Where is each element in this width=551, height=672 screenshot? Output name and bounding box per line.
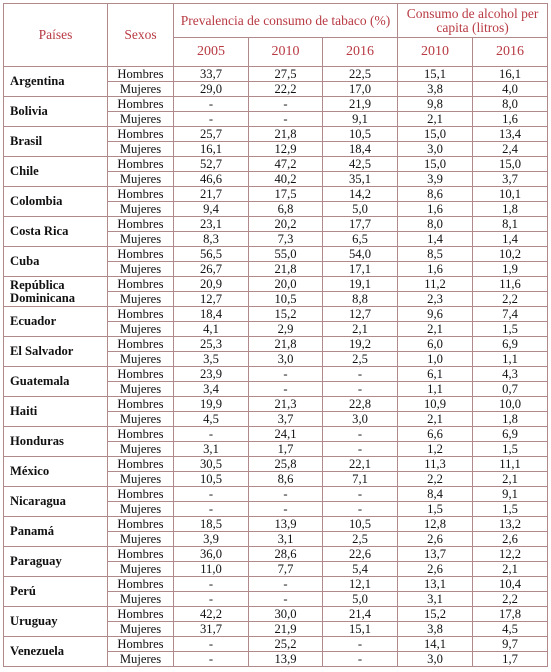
alcohol-value-cell: 15,0 (398, 127, 473, 142)
tobacco-value-cell: 21,7 (174, 187, 249, 202)
alcohol-value-cell: 3,7 (473, 172, 548, 187)
tobacco-value-cell: 27,5 (249, 67, 323, 82)
country-name: Haiti (4, 397, 108, 427)
alcohol-value-cell: 11,1 (473, 457, 548, 472)
tobacco-value-cell: - (249, 112, 323, 127)
country-name: Nicaragua (4, 487, 108, 517)
alcohol-value-cell: 8,5 (398, 247, 473, 262)
country-name: Bolivia (4, 97, 108, 127)
table-body (4, 67, 548, 667)
sex-label: Hombres (108, 547, 174, 562)
alcohol-value-cell: 8,6 (398, 187, 473, 202)
alcohol-value-cell: 8,4 (398, 487, 473, 502)
table-row (4, 607, 548, 622)
alcohol-value-cell: 2,6 (398, 532, 473, 547)
tobacco-value-cell: - (323, 502, 398, 517)
tobacco-value-cell: 22,8 (323, 397, 398, 412)
tobacco-value-cell: 22,6 (323, 547, 398, 562)
alcohol-value-cell: 1,5 (473, 442, 548, 457)
table-row (4, 397, 548, 412)
tobacco-value-cell: - (174, 112, 249, 127)
sex-label: Mujeres (108, 382, 174, 397)
alcohol-value-cell: 3,0 (398, 142, 473, 157)
table-row (4, 517, 548, 532)
alcohol-value-cell: 15,1 (398, 67, 473, 82)
country-name: Honduras (4, 427, 108, 457)
tobacco-value-cell: 21,9 (249, 622, 323, 637)
tobacco-value-cell: 47,2 (249, 157, 323, 172)
table-row (4, 337, 548, 352)
alcohol-value-cell: 1,2 (398, 442, 473, 457)
sex-label: Hombres (108, 367, 174, 382)
tobacco-value-cell: 21,8 (249, 337, 323, 352)
tobacco-value-cell: 40,2 (249, 172, 323, 187)
tobacco-value-cell: 7,7 (249, 562, 323, 577)
table-row (4, 127, 548, 142)
sex-label: Mujeres (108, 142, 174, 157)
tobacco-value-cell: 8,6 (249, 472, 323, 487)
sex-label: Mujeres (108, 412, 174, 427)
tobacco-value-cell: 5,4 (323, 562, 398, 577)
tobacco-value-cell: 28,6 (249, 547, 323, 562)
tobacco-value-cell: 13,9 (249, 517, 323, 532)
tobacco-value-cell: - (323, 382, 398, 397)
tobacco-value-cell: 18,5 (174, 517, 249, 532)
tobacco-value-cell: 12,7 (323, 307, 398, 322)
tobacco-value-cell: - (174, 427, 249, 442)
tobacco-value-cell: - (323, 442, 398, 457)
tobacco-value-cell: 20,2 (249, 217, 323, 232)
tobacco-value-cell: 7,1 (323, 472, 398, 487)
tobacco-value-cell: 18,4 (174, 307, 249, 322)
sex-label: Mujeres (108, 322, 174, 337)
tobacco-value-cell: 26,7 (174, 262, 249, 277)
table-row (4, 577, 548, 592)
tobacco-value-cell: - (174, 487, 249, 502)
sex-label: Mujeres (108, 352, 174, 367)
tobacco-value-cell: 9,1 (323, 112, 398, 127)
alcohol-value-cell: 13,7 (398, 547, 473, 562)
tobacco-value-cell: - (174, 577, 249, 592)
alcohol-value-cell: 4,0 (473, 82, 548, 97)
tobacco-value-cell: 3,0 (249, 352, 323, 367)
alcohol-value-cell: 9,6 (398, 307, 473, 322)
alcohol-value-cell: 11,2 (398, 277, 473, 292)
table-row (4, 637, 548, 652)
tobacco-value-cell: 6,5 (323, 232, 398, 247)
table-row (4, 67, 548, 82)
country-name: República Dominicana (4, 277, 108, 307)
header-sex: Sexos (108, 4, 174, 67)
alcohol-value-cell: 11,6 (473, 277, 548, 292)
alcohol-value-cell: 7,4 (473, 307, 548, 322)
tobacco-value-cell: 52,7 (174, 157, 249, 172)
country-name: Colombia (4, 187, 108, 217)
alcohol-value-cell: 3,0 (398, 652, 473, 667)
tobacco-value-cell: 2,9 (249, 322, 323, 337)
sex-label: Mujeres (108, 262, 174, 277)
country-name: México (4, 457, 108, 487)
tobacco-value-cell: 31,7 (174, 622, 249, 637)
tobacco-value-cell: 4,1 (174, 322, 249, 337)
tobacco-value-cell: 54,0 (323, 247, 398, 262)
country-name: Costa Rica (4, 217, 108, 247)
tobacco-value-cell: 24,1 (249, 427, 323, 442)
table-row (4, 547, 548, 562)
alcohol-value-cell: 13,2 (473, 517, 548, 532)
tobacco-value-cell: 30,0 (249, 607, 323, 622)
tobacco-value-cell: 18,4 (323, 142, 398, 157)
tobacco-value-cell: 8,3 (174, 232, 249, 247)
country-name: Chile (4, 157, 108, 187)
tobacco-value-cell: 42,5 (323, 157, 398, 172)
tobacco-value-cell: 33,7 (174, 67, 249, 82)
tobacco-value-cell: 8,8 (323, 292, 398, 307)
alcohol-value-cell: 1,1 (473, 352, 548, 367)
alcohol-value-cell: 15,0 (398, 157, 473, 172)
tobacco-value-cell: - (174, 592, 249, 607)
country-name: Ecuador (4, 307, 108, 337)
alcohol-value-cell: 2,1 (473, 472, 548, 487)
sex-label: Mujeres (108, 502, 174, 517)
alcohol-value-cell: 6,1 (398, 367, 473, 382)
country-name: Guatemala (4, 367, 108, 397)
tobacco-value-cell: - (323, 487, 398, 502)
tobacco-value-cell: 17,0 (323, 82, 398, 97)
sex-label: Hombres (108, 217, 174, 232)
alcohol-value-cell: 3,1 (398, 592, 473, 607)
sex-label: Hombres (108, 427, 174, 442)
alcohol-value-cell: 2,2 (473, 592, 548, 607)
tobacco-value-cell: 20,9 (174, 277, 249, 292)
tobacco-value-cell: 19,2 (323, 337, 398, 352)
table-row (4, 247, 548, 262)
alcohol-value-cell: 12,2 (473, 547, 548, 562)
alcohol-value-cell: 10,2 (473, 247, 548, 262)
header-alcohol-year: 2010 (398, 38, 473, 67)
alcohol-value-cell: 9,1 (473, 487, 548, 502)
sex-label: Hombres (108, 577, 174, 592)
alcohol-value-cell: 1,4 (473, 232, 548, 247)
alcohol-value-cell: 10,1 (473, 187, 548, 202)
tobacco-value-cell: 56,5 (174, 247, 249, 262)
table-row (4, 457, 548, 472)
header-tobacco-year: 2016 (323, 38, 398, 67)
tobacco-value-cell: 25,7 (174, 127, 249, 142)
alcohol-value-cell: 6,9 (473, 337, 548, 352)
tobacco-value-cell: 4,5 (174, 412, 249, 427)
alcohol-value-cell: 2,2 (398, 472, 473, 487)
sex-label: Mujeres (108, 112, 174, 127)
sex-label: Hombres (108, 637, 174, 652)
alcohol-value-cell: 10,0 (473, 397, 548, 412)
tobacco-value-cell: 22,5 (323, 67, 398, 82)
sex-label: Mujeres (108, 652, 174, 667)
table-row (4, 187, 548, 202)
country-name: Venezuela (4, 637, 108, 667)
table-row (4, 367, 548, 382)
tobacco-value-cell: 20,0 (249, 277, 323, 292)
header-tobacco-year: 2005 (174, 38, 249, 67)
tobacco-value-cell: 10,5 (323, 517, 398, 532)
sex-label: Mujeres (108, 202, 174, 217)
country-name: Argentina (4, 67, 108, 97)
tobacco-value-cell: 46,6 (174, 172, 249, 187)
tobacco-value-cell: 15,1 (323, 622, 398, 637)
data-table (3, 3, 548, 667)
alcohol-value-cell: 1,7 (473, 652, 548, 667)
tobacco-value-cell: - (249, 382, 323, 397)
tobacco-value-cell: 22,1 (323, 457, 398, 472)
alcohol-value-cell: 15,0 (473, 157, 548, 172)
tobacco-value-cell: - (323, 652, 398, 667)
alcohol-value-cell: 1,4 (398, 232, 473, 247)
tobacco-value-cell: 55,0 (249, 247, 323, 262)
sex-label: Hombres (108, 457, 174, 472)
tobacco-value-cell: 6,8 (249, 202, 323, 217)
sex-label: Mujeres (108, 622, 174, 637)
sex-label: Hombres (108, 607, 174, 622)
alcohol-value-cell: 2,2 (473, 292, 548, 307)
alcohol-value-cell: 2,4 (473, 142, 548, 157)
alcohol-value-cell: 11,3 (398, 457, 473, 472)
tobacco-value-cell: - (249, 367, 323, 382)
alcohol-value-cell: 1,6 (398, 202, 473, 217)
alcohol-value-cell: 2,1 (398, 412, 473, 427)
tobacco-value-cell: 42,2 (174, 607, 249, 622)
alcohol-value-cell: 1,8 (473, 412, 548, 427)
alcohol-value-cell: 4,3 (473, 367, 548, 382)
tobacco-value-cell: 25,8 (249, 457, 323, 472)
tobacco-value-cell: 2,5 (323, 352, 398, 367)
alcohol-value-cell: 17,8 (473, 607, 548, 622)
tobacco-value-cell: 3,4 (174, 382, 249, 397)
table-row (4, 157, 548, 172)
tobacco-value-cell: 35,1 (323, 172, 398, 187)
alcohol-value-cell: 0,7 (473, 382, 548, 397)
sex-label: Mujeres (108, 292, 174, 307)
tobacco-value-cell: 30,5 (174, 457, 249, 472)
tobacco-value-cell: 25,2 (249, 637, 323, 652)
tobacco-value-cell: 21,8 (249, 127, 323, 142)
tobacco-value-cell: 13,9 (249, 652, 323, 667)
header-country: Países (4, 4, 108, 67)
sex-label: Hombres (108, 67, 174, 82)
alcohol-value-cell: 1,5 (473, 322, 548, 337)
tobacco-value-cell: 2,5 (323, 532, 398, 547)
alcohol-value-cell: 4,5 (473, 622, 548, 637)
tobacco-value-cell: 19,1 (323, 277, 398, 292)
tobacco-value-cell: 3,5 (174, 352, 249, 367)
alcohol-value-cell: 2,1 (398, 112, 473, 127)
alcohol-value-cell: 10,9 (398, 397, 473, 412)
tobacco-value-cell: - (323, 427, 398, 442)
tobacco-value-cell: 1,7 (249, 442, 323, 457)
table-row (4, 307, 548, 322)
header-alcohol-year: 2016 (473, 38, 548, 67)
country-name: Perú (4, 577, 108, 607)
sex-label: Mujeres (108, 562, 174, 577)
tobacco-value-cell: - (323, 637, 398, 652)
tobacco-value-cell: 10,5 (249, 292, 323, 307)
tobacco-value-cell: 17,7 (323, 217, 398, 232)
tobacco-value-cell: 3,9 (174, 532, 249, 547)
alcohol-value-cell: 9,8 (398, 97, 473, 112)
table-row (4, 97, 548, 112)
tobacco-value-cell: 23,1 (174, 217, 249, 232)
tobacco-value-cell: - (249, 592, 323, 607)
tobacco-value-cell: 10,5 (323, 127, 398, 142)
sex-label: Mujeres (108, 472, 174, 487)
country-name: Panamá (4, 517, 108, 547)
tobacco-value-cell: 3,7 (249, 412, 323, 427)
header-alcohol-group: Consumo de alcohol per capita (litros) (398, 4, 548, 38)
tobacco-value-cell: - (323, 367, 398, 382)
sex-label: Mujeres (108, 532, 174, 547)
alcohol-value-cell: 2,6 (473, 532, 548, 547)
country-name: Uruguay (4, 607, 108, 637)
tobacco-value-cell: 23,9 (174, 367, 249, 382)
sex-label: Hombres (108, 307, 174, 322)
alcohol-value-cell: 1,5 (398, 502, 473, 517)
alcohol-value-cell: 8,1 (473, 217, 548, 232)
tobacco-value-cell: 36,0 (174, 547, 249, 562)
table-row (4, 427, 548, 442)
tobacco-value-cell: 7,3 (249, 232, 323, 247)
sex-label: Hombres (108, 157, 174, 172)
table-row (4, 277, 548, 292)
sex-label: Mujeres (108, 592, 174, 607)
table-row (4, 487, 548, 502)
alcohol-value-cell: 1,0 (398, 352, 473, 367)
tobacco-value-cell: 3,1 (174, 442, 249, 457)
tobacco-value-cell: - (174, 637, 249, 652)
alcohol-value-cell: 1,1 (398, 382, 473, 397)
sex-label: Hombres (108, 337, 174, 352)
alcohol-value-cell: 1,5 (473, 502, 548, 517)
alcohol-value-cell: 12,8 (398, 517, 473, 532)
alcohol-value-cell: 6,0 (398, 337, 473, 352)
alcohol-value-cell: 13,1 (398, 577, 473, 592)
tobacco-value-cell: 21,8 (249, 262, 323, 277)
sex-label: Hombres (108, 247, 174, 262)
tobacco-value-cell: 25,3 (174, 337, 249, 352)
alcohol-value-cell: 13,4 (473, 127, 548, 142)
tobacco-value-cell: - (249, 97, 323, 112)
alcohol-value-cell: 2,6 (398, 562, 473, 577)
alcohol-value-cell: 6,6 (398, 427, 473, 442)
alcohol-value-cell: 16,1 (473, 67, 548, 82)
tobacco-value-cell: - (174, 97, 249, 112)
tobacco-value-cell: 10,5 (174, 472, 249, 487)
tobacco-value-cell: 5,0 (323, 592, 398, 607)
alcohol-value-cell: 3,8 (398, 622, 473, 637)
tobacco-value-cell: 17,5 (249, 187, 323, 202)
tobacco-value-cell: 16,1 (174, 142, 249, 157)
tobacco-value-cell: 14,2 (323, 187, 398, 202)
sex-label: Mujeres (108, 232, 174, 247)
tobacco-value-cell: - (249, 502, 323, 517)
country-name: Brasil (4, 127, 108, 157)
tobacco-value-cell: 21,3 (249, 397, 323, 412)
header-tobacco-group: Prevalencia de consumo de tabaco (%) (174, 4, 398, 38)
alcohol-value-cell: 1,8 (473, 202, 548, 217)
alcohol-value-cell: 1,9 (473, 262, 548, 277)
sex-label: Mujeres (108, 82, 174, 97)
alcohol-value-cell: 15,2 (398, 607, 473, 622)
tobacco-value-cell: - (174, 502, 249, 517)
country-name: El Salvador (4, 337, 108, 367)
tobacco-value-cell: 12,7 (174, 292, 249, 307)
sex-label: Hombres (108, 187, 174, 202)
tobacco-value-cell: 2,1 (323, 322, 398, 337)
table-row (4, 217, 548, 232)
alcohol-value-cell: 10,4 (473, 577, 548, 592)
alcohol-value-cell: 2,1 (398, 322, 473, 337)
alcohol-value-cell: 2,1 (473, 562, 548, 577)
tobacco-value-cell: 21,4 (323, 607, 398, 622)
tobacco-value-cell: 21,9 (323, 97, 398, 112)
tobacco-value-cell: - (249, 487, 323, 502)
sex-label: Mujeres (108, 172, 174, 187)
sex-label: Hombres (108, 127, 174, 142)
alcohol-value-cell: 9,7 (473, 637, 548, 652)
tobacco-value-cell: 5,0 (323, 202, 398, 217)
alcohol-value-cell: 2,3 (398, 292, 473, 307)
tobacco-value-cell: 19,9 (174, 397, 249, 412)
alcohol-value-cell: 1,6 (398, 262, 473, 277)
sex-label: Hombres (108, 97, 174, 112)
tobacco-value-cell: - (174, 652, 249, 667)
tobacco-value-cell: 3,1 (249, 532, 323, 547)
country-name: Paraguay (4, 547, 108, 577)
alcohol-value-cell: 1,6 (473, 112, 548, 127)
tobacco-value-cell: 12,1 (323, 577, 398, 592)
header-tobacco-year: 2010 (249, 38, 323, 67)
alcohol-value-cell: 8,0 (473, 97, 548, 112)
sex-label: Mujeres (108, 442, 174, 457)
sex-label: Hombres (108, 487, 174, 502)
tobacco-value-cell: 29,0 (174, 82, 249, 97)
alcohol-value-cell: 6,9 (473, 427, 548, 442)
tobacco-value-cell: 9,4 (174, 202, 249, 217)
tobacco-value-cell: 17,1 (323, 262, 398, 277)
alcohol-value-cell: 3,9 (398, 172, 473, 187)
tobacco-value-cell: 22,2 (249, 82, 323, 97)
alcohol-value-cell: 3,8 (398, 82, 473, 97)
sex-label: Hombres (108, 517, 174, 532)
sex-label: Hombres (108, 397, 174, 412)
tobacco-value-cell: 3,0 (323, 412, 398, 427)
alcohol-value-cell: 8,0 (398, 217, 473, 232)
alcohol-value-cell: 14,1 (398, 637, 473, 652)
country-name: Cuba (4, 247, 108, 277)
tobacco-value-cell: 12,9 (249, 142, 323, 157)
tobacco-value-cell: 15,2 (249, 307, 323, 322)
sex-label: Hombres (108, 277, 174, 292)
tobacco-value-cell: 11,0 (174, 562, 249, 577)
tobacco-value-cell: - (249, 577, 323, 592)
